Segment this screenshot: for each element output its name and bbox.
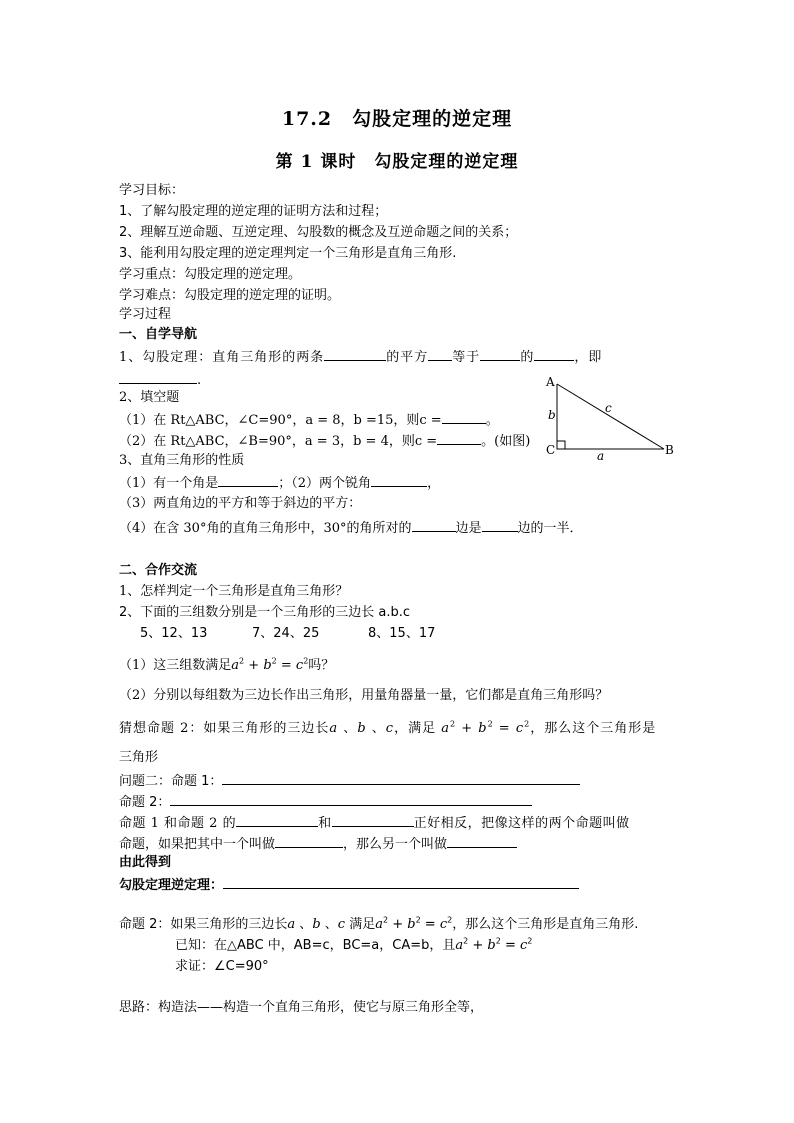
answer-blank: . <box>119 371 201 389</box>
fill-blank-1: （1）在 Rt△ABC，∠C=90°，a = 8，b =15，则c = 。 <box>119 413 499 428</box>
difficulty: 学习难点：勾股定理的逆定理的证明。 <box>119 288 341 303</box>
vertex-a-label: A <box>546 375 555 389</box>
side-b-label: b <box>548 408 556 422</box>
right-triangle-properties: 3、直角三角形的性质 <box>119 453 245 468</box>
vertex-c-label: C <box>546 443 556 457</box>
proposition-2-blank: 命题 2： <box>119 793 532 811</box>
thus-obtain: 由此得到 <box>119 855 172 870</box>
right-triangle-figure <box>538 372 678 462</box>
problem-2-proposition-1: 问题二：命题 1： <box>119 772 580 790</box>
inverse-propositions-2: 命题，如果把其中一个叫做 ，那么另一个叫做 <box>119 835 517 853</box>
three-triples-intro: 2、下面的三组数分别是一个三角形的三边长 a.b.c <box>119 605 411 620</box>
property-4: （4）在含 30°角的直角三角形中，30°的角所对的 边是 边的一半． <box>119 521 583 536</box>
conjecture-2-end: 三角形 <box>119 750 159 765</box>
lesson-subtitle: 第 1 课时 勾股定理的逆定理 <box>275 152 519 172</box>
property-1-2: （1）有一个角是 ；（2）两个锐角 ， <box>119 476 441 491</box>
page-title: 17.2 勾股定理的逆定理 <box>281 108 513 130</box>
property-3: （3）两直角边的平方和等于斜边的平方： <box>119 496 362 511</box>
fill-blank-heading: 2、填空题 <box>119 390 180 405</box>
sub-question-2: （2）分别以每组数为三边长作出三角形，用量角器量一量，它们都是直角三角形吗？ <box>119 688 609 703</box>
key-point: 学习重点：勾股定理的逆定理。 <box>119 267 302 282</box>
pythagorean-question: 1、勾股定理：直角三角形的两条 的平方 等于 的 ，即 <box>119 350 603 365</box>
how-to-judge: 1、怎样判定一个三角形是直角三角形？ <box>119 584 349 599</box>
objective-3: 3、能利用勾股定理的逆定理判定一个三角形是直角三角形. <box>119 246 457 261</box>
inverse-propositions: 命题 1 和命题 2 的 和 正好相反，把像这样的两个命题叫做 <box>119 816 630 831</box>
proof-idea: 思路：构造法——构造一个直角三角形，使它与原三角形全等， <box>119 1000 484 1015</box>
vertex-b-label: B <box>665 443 674 457</box>
side-c-label: c <box>605 401 612 415</box>
section-2-heading: 二、合作交流 <box>119 563 198 578</box>
number-triples: 5、12、13 7、24、25 8、15、17 <box>140 626 436 641</box>
given: 已知：在△ABC 中，AB=c，BC=a，CA=b，且$a^2 + b^2 = c^2$ <box>175 936 533 953</box>
side-a-label: a <box>597 449 605 462</box>
objective-2: 2、理解互逆命题、互逆定理、勾股数的概念及互逆命题之间的关系； <box>119 225 518 240</box>
fill-blank-2: （2）在 Rt△ABC，∠B=90°，a = 3，b = 4，则c = 。(如图) <box>119 434 531 449</box>
proof-statement: 命题 2：如果三角形的三边长a 、b 、c 满足$a^2 + b^2 = c^2$，那么这个三角形是直角三角形. <box>119 915 639 932</box>
to-prove: 求证：∠C=90° <box>175 959 269 974</box>
conjecture-2: 猜想命题 2：如果三角形的三边长a 、b 、c，满足 $a^2 + b^2 = c^2$，那么这个三角形是 <box>119 719 657 736</box>
objectives-heading: 学习目标： <box>119 183 185 198</box>
converse-theorem: 勾股定理逆定理： <box>119 876 579 894</box>
process-label: 学习过程 <box>119 307 172 322</box>
sub-question-1: （1）这三组数满足$a^2 + b^2 = c^2$吗？ <box>119 656 335 673</box>
objective-1: 1、了解勾股定理的逆定理的证明方法和过程； <box>119 204 388 219</box>
section-1-heading: 一、自学导航 <box>119 327 198 342</box>
